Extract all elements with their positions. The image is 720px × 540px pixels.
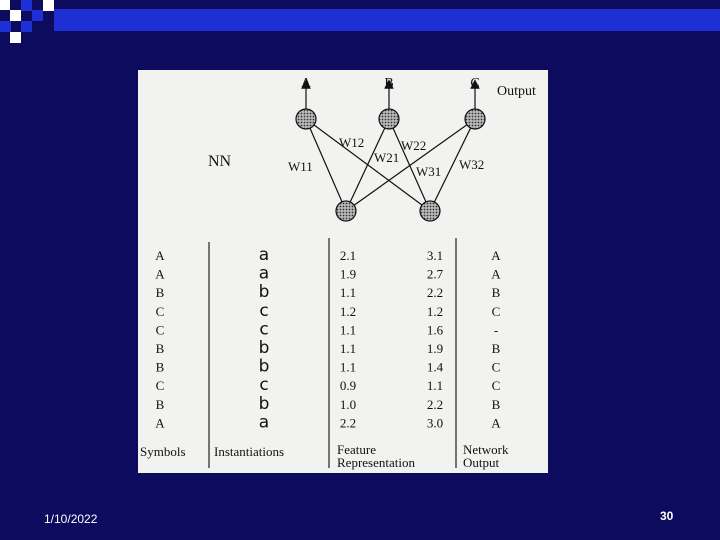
table-dividers: [209, 238, 456, 468]
table-row: [156, 282, 501, 302]
network-diagram: [138, 70, 548, 473]
row-instantiation: c: [259, 319, 269, 340]
row-network-output: B: [491, 396, 501, 412]
row-feature-2: 2.2: [426, 285, 444, 301]
output-node-b: [379, 109, 399, 129]
row-feature-2: 1.4: [426, 359, 444, 375]
row-network-output: B: [491, 341, 501, 356]
row-feature-1: 1.0: [339, 396, 357, 412]
hidden-node-2: [420, 201, 440, 221]
output-label-c: C: [470, 76, 480, 91]
row-network-output: A: [491, 266, 501, 282]
slide-date: 1/10/2022: [44, 512, 98, 526]
row-instantiation: c: [259, 300, 269, 321]
weight-w11: W11: [288, 159, 313, 174]
row-feature-2: 1.2: [426, 303, 444, 319]
row-instantiation: a: [258, 412, 270, 433]
header-network-line1: Network: [463, 442, 509, 457]
row-network-output: B: [491, 285, 501, 301]
row-symbol: A: [155, 415, 165, 431]
nn-label: NN: [208, 153, 232, 170]
table-row: [155, 264, 501, 284]
row-symbol: C: [155, 322, 165, 338]
row-symbol: A: [155, 248, 165, 263]
top-accent-bar: [54, 9, 720, 31]
weight-w32: W32: [459, 157, 485, 172]
weight-w31: W31: [416, 164, 442, 179]
row-feature-2: 3.0: [426, 415, 444, 431]
row-feature-1: 1.1: [339, 359, 357, 375]
table-row: [155, 412, 501, 432]
table-row: [156, 338, 501, 358]
row-feature-1: 1.1: [339, 285, 357, 301]
table-row: [156, 319, 499, 339]
corner-square-7: [43, 0, 54, 11]
header-symbols: Symbols: [140, 444, 186, 459]
hidden-node-1: [336, 201, 356, 221]
corner-square-4: [0, 21, 11, 32]
row-feature-2: 1.9: [426, 341, 444, 356]
slide-page-number: 30: [660, 509, 674, 523]
row-symbol: B: [155, 285, 165, 301]
row-symbol: B: [155, 341, 165, 356]
corner-square-6: [32, 10, 43, 21]
output-title: Output: [497, 84, 536, 99]
corner-square-2: [10, 10, 21, 21]
row-feature-1: 2.2: [339, 415, 357, 431]
corner-square-1: [0, 0, 10, 10]
table-row: [156, 394, 501, 414]
table-row: [156, 357, 501, 377]
row-symbol: C: [155, 378, 165, 394]
row-network-output: A: [491, 248, 501, 263]
table-rows: [155, 245, 501, 432]
figure-panel: [138, 70, 548, 473]
row-feature-2: 3.1: [426, 248, 444, 263]
row-feature-1: 2.1: [339, 248, 357, 263]
corner-square-5: [21, 21, 32, 32]
weight-w12: W12: [339, 135, 365, 150]
header-feature-line1: Feature: [337, 442, 376, 457]
row-instantiation: b: [258, 356, 270, 377]
row-feature-1: 1.1: [339, 341, 357, 356]
row-symbol: B: [155, 359, 165, 375]
row-network-output: C: [491, 359, 501, 375]
row-feature-2: 2.2: [426, 396, 444, 412]
corner-square-3: [21, 0, 32, 11]
row-symbol: B: [155, 396, 165, 412]
output-node-c: [465, 109, 485, 129]
header-feature-line2: Representation: [337, 455, 415, 470]
row-instantiation: b: [258, 282, 270, 303]
header-network-line2: Output: [463, 455, 500, 470]
row-instantiation: b: [258, 338, 270, 358]
header-instantiations: Instantiations: [214, 444, 285, 459]
row-feature-1: 1.2: [339, 303, 357, 319]
row-feature-2: 1.1: [426, 378, 444, 394]
network-connections: [306, 84, 475, 211]
row-feature-1: 0.9: [339, 378, 357, 394]
output-label-a: A: [300, 76, 312, 91]
row-network-output: C: [491, 378, 501, 394]
table-row: [156, 301, 501, 321]
table-row: [155, 245, 501, 265]
row-symbol: C: [155, 303, 165, 319]
row-network-output: -: [493, 322, 499, 338]
weight-w21: W21: [374, 150, 400, 165]
row-feature-2: 2.7: [426, 266, 444, 282]
corner-square-8: [10, 32, 21, 43]
row-network-output: C: [491, 303, 501, 319]
output-label-b: B: [384, 76, 394, 91]
table-row: [156, 375, 501, 395]
row-symbol: A: [155, 266, 165, 282]
row-instantiation: a: [258, 245, 270, 265]
output-node-a: [296, 109, 316, 129]
weight-w22: W22: [401, 138, 427, 153]
row-feature-1: 1.1: [339, 322, 357, 338]
row-instantiation: c: [259, 375, 269, 396]
row-network-output: A: [491, 415, 501, 431]
row-feature-2: 1.6: [426, 322, 444, 338]
row-feature-1: 1.9: [339, 266, 357, 282]
row-instantiation: a: [258, 263, 270, 284]
row-instantiation: b: [258, 393, 270, 414]
